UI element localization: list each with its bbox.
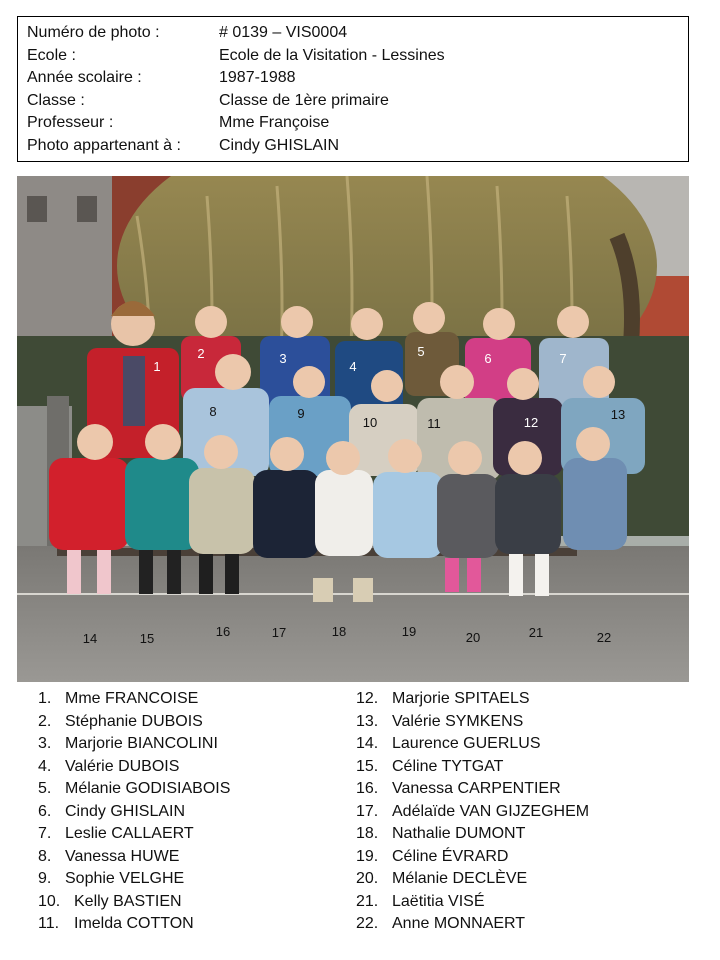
list-item xyxy=(38,711,230,734)
list-item-number: 11. xyxy=(38,915,60,932)
info-value: Classe de 1ère primaire xyxy=(219,91,389,109)
list-item-name: Imelda COTTON xyxy=(74,915,194,932)
list-item xyxy=(356,711,589,734)
list-item xyxy=(356,891,589,914)
list-item xyxy=(356,913,589,936)
list-item xyxy=(38,733,230,756)
list-item-number: 12. xyxy=(356,690,379,707)
class-photo xyxy=(17,176,689,682)
info-label: Professeur : xyxy=(27,114,114,131)
photo-label-15: 15 xyxy=(139,631,155,646)
list-item-number: 16. xyxy=(356,780,379,797)
list-item xyxy=(38,868,230,891)
list-item xyxy=(356,778,589,801)
list-item-name: Laurence GUERLUS xyxy=(392,735,541,752)
list-item xyxy=(356,846,589,869)
list-item-name: Leslie CALLAERT xyxy=(65,825,194,842)
list-item xyxy=(356,868,589,891)
list-item xyxy=(356,733,589,756)
list-item-number: 22. xyxy=(356,915,379,932)
photo-label-22: 22 xyxy=(596,630,612,645)
photo-label-16: 16 xyxy=(215,624,231,639)
list-item-name: Vanessa CARPENTIER xyxy=(392,780,561,797)
list-item-number: 15. xyxy=(356,757,379,775)
photo-label-6: 6 xyxy=(484,351,492,366)
list-item-number: 1. xyxy=(38,690,52,707)
info-value: Mme Françoise xyxy=(219,114,330,131)
photo-label-2: 2 xyxy=(197,346,205,361)
info-row-teacher xyxy=(27,112,688,135)
list-item-number: 10. xyxy=(38,892,61,910)
list-item-name: Cindy GHISLAIN xyxy=(65,802,186,820)
list-item-number: 13. xyxy=(356,712,379,730)
info-label: Année scolaire : xyxy=(27,69,142,86)
list-item-name: Adélaïde VAN GIJZEGHEM xyxy=(392,802,590,820)
list-item-name: Stéphanie DUBOIS xyxy=(65,712,203,730)
list-item-number: 5. xyxy=(38,780,52,797)
list-item-number: 8. xyxy=(38,847,52,865)
list-item-number: 7. xyxy=(38,825,52,842)
list-item-name: Valérie DUBOIS xyxy=(65,757,180,775)
list-item-name: Kelly BASTIEN xyxy=(74,892,182,910)
info-row-school-year xyxy=(27,67,688,90)
list-item-number: 4. xyxy=(38,757,52,775)
list-item xyxy=(356,756,589,779)
info-row-school xyxy=(27,45,688,68)
names-list-right xyxy=(356,688,589,936)
photo-label-7: 7 xyxy=(559,351,567,366)
list-item xyxy=(38,756,230,779)
list-item-number: 20. xyxy=(356,870,379,887)
list-item-name: Marjorie BIANCOLINI xyxy=(65,735,218,752)
info-value: # 0139 – VIS0004 xyxy=(219,24,348,41)
list-item-name: Céline TYTGAT xyxy=(392,757,504,775)
photo-label-12: 12 xyxy=(523,415,539,430)
list-item xyxy=(356,801,589,824)
list-item-number: 18. xyxy=(356,825,379,842)
list-item-number: 2. xyxy=(38,712,52,730)
photo-label-8: 8 xyxy=(209,404,217,419)
list-item-name: Mélanie DECLÈVE xyxy=(392,870,528,887)
list-item-number: 21. xyxy=(356,892,379,910)
list-item xyxy=(38,913,230,936)
photo-label-20: 20 xyxy=(465,630,481,645)
photo-label-18: 18 xyxy=(331,624,347,639)
class-photo-illustration xyxy=(17,176,689,682)
list-item xyxy=(38,688,230,711)
info-row-class xyxy=(27,90,688,113)
photo-info-box xyxy=(17,16,689,162)
list-item xyxy=(356,823,589,846)
list-item xyxy=(38,891,230,914)
info-value: 1987-1988 xyxy=(219,69,296,86)
info-label: Photo appartenant à : xyxy=(27,136,181,154)
info-row-owner xyxy=(27,135,688,158)
list-item-number: 14. xyxy=(356,735,379,752)
list-item xyxy=(356,688,589,711)
list-item-name: Nathalie DUMONT xyxy=(392,825,526,842)
photo-label-11: 11 xyxy=(427,416,441,431)
list-item-name: Céline ÉVRARD xyxy=(392,847,509,865)
list-item-number: 17. xyxy=(356,802,379,820)
list-item-name: Anne MONNAERT xyxy=(392,915,526,932)
photo-label-1: 1 xyxy=(153,359,161,374)
photo-label-9: 9 xyxy=(297,406,305,421)
info-label: Numéro de photo : xyxy=(27,24,160,41)
photo-label-10: 10 xyxy=(362,415,378,430)
photo-label-19: 19 xyxy=(401,624,417,639)
list-item-number: 3. xyxy=(38,735,52,752)
list-item-name: Sophie VELGHE xyxy=(65,870,185,887)
list-item-name: Mélanie GODISIABOIS xyxy=(65,780,231,797)
info-row-photo-number xyxy=(27,22,688,45)
list-item-number: 6. xyxy=(38,802,52,820)
list-item xyxy=(38,823,230,846)
photo-label-21: 21 xyxy=(528,625,544,640)
list-item-number: 19. xyxy=(356,847,379,865)
photo-label-17: 17 xyxy=(271,625,287,640)
list-item xyxy=(38,846,230,869)
photo-label-14: 14 xyxy=(82,631,98,646)
info-value: Cindy GHISLAIN xyxy=(219,136,340,154)
list-item-number: 9. xyxy=(38,870,52,887)
photo-label-3: 3 xyxy=(279,351,287,366)
list-item-name: Laëtitia VISÉ xyxy=(392,892,485,910)
info-label: Classe : xyxy=(27,91,85,109)
list-item-name: Valérie SYMKENS xyxy=(392,712,524,730)
list-item xyxy=(38,778,230,801)
photo-label-5: 5 xyxy=(417,344,425,359)
list-item-name: Vanessa HUWE xyxy=(65,847,180,865)
info-label: Ecole : xyxy=(27,46,76,64)
photo-label-4: 4 xyxy=(349,359,357,374)
list-item-name: Marjorie SPITAELS xyxy=(392,690,530,707)
names-list-left xyxy=(38,688,230,936)
list-item xyxy=(38,801,230,824)
photo-label-13: 13 xyxy=(610,407,626,422)
list-item-name: Mme FRANCOISE xyxy=(65,690,199,707)
info-value: Ecole de la Visitation - Lessines xyxy=(219,46,445,64)
